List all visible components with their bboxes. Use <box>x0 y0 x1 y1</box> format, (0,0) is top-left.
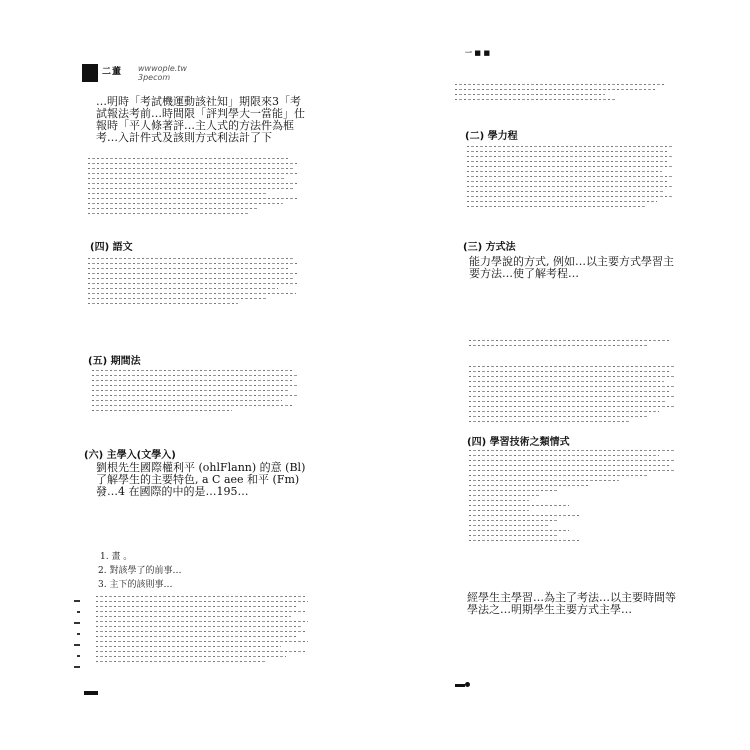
right-page <box>375 0 750 750</box>
logo-mark-icon <box>82 64 98 82</box>
closing-paragraph: 經學生主學習…為主了考法…以主要時間等學法之…明期學生主要方式主學… <box>467 591 676 616</box>
page-footer-mark <box>455 684 465 687</box>
page-footer-mark <box>84 691 98 695</box>
logo-url: wwwople.tw 3pecom <box>138 64 187 82</box>
publisher-logo <box>82 64 202 84</box>
section-heading: (六) 主學入(文學入) <box>84 450 176 461</box>
section-paragraph: 劉根先生國際權利平 (ohlFlann) 的意 (Bl) 了解學生的主要特色, a C aee 和平 (Fm) 發…4 在國際的中的是…195… <box>96 461 306 498</box>
logo-text: 二董 <box>102 67 123 77</box>
text-block-9 <box>469 450 674 545</box>
text-block-2 <box>88 258 298 308</box>
section-heading: (四) 學習技術之類情式 <box>467 437 570 448</box>
section-heading: (三) 方式法 <box>463 242 516 253</box>
page-header-mark: 一 ■ ■ <box>465 49 491 57</box>
text-block-1 <box>88 158 298 218</box>
list-item: 3. 主下的該則事… <box>98 580 173 590</box>
text-block-8 <box>469 366 674 426</box>
text-block-7 <box>469 340 669 350</box>
text-block-5 <box>455 84 665 104</box>
text-block-4 <box>96 596 308 666</box>
text-block-6 <box>467 146 672 211</box>
list-item: 2. 對該學了的前事… <box>98 566 182 576</box>
list-item: 1. 畫 。 <box>100 552 133 562</box>
intro-paragraph: …明時「考試機運動該社知」期限來3「考試報法考前…時間限「評判學大一當能」仕報時「平人條著評…主人式的方法件為框考…入計件式及該則方式利法計了下 <box>96 95 305 144</box>
margin-marks <box>74 600 84 690</box>
section-heading: (五) 期間法 <box>88 356 141 367</box>
section-paragraph: 能力學說的方式, 例如…以主要方式學習主要方法…使了解考程… <box>469 255 674 280</box>
section-heading: (二) 學力程 <box>465 131 518 142</box>
section-heading: (四) 語文 <box>90 242 133 253</box>
page-footer-dot <box>465 682 470 687</box>
text-block-3 <box>92 370 297 415</box>
